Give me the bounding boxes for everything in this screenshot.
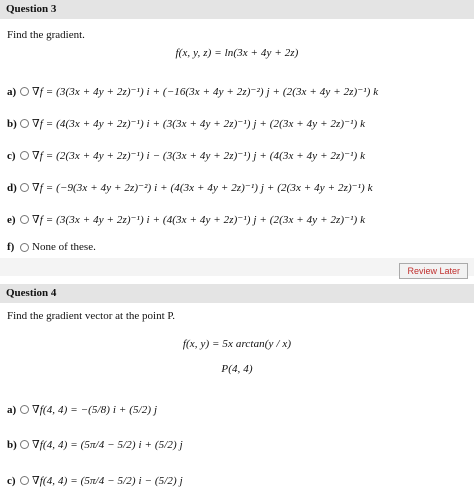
radio-button[interactable] [20,440,29,449]
option-label: c) [7,149,16,162]
option-text: ∇f(4, 4) = (5π/4 − 5/2) i − (5/2) j [32,475,183,487]
radio-button[interactable] [20,151,29,160]
question-3-title: Question 3 [6,3,57,15]
option-text: ∇f = (−9(3x + 4y + 2z)⁻²) i + (4(3x + 4y + 2z)⁻¹) j + (2(3x + 4y + 2z)⁻¹) k [32,182,373,194]
q3-option-d[interactable] [7,181,373,194]
radio-button[interactable] [20,87,29,96]
option-label: b) [7,117,17,130]
option-label: f) [7,241,15,253]
q4-option-a[interactable] [7,403,157,416]
option-label: c) [7,474,16,487]
option-label: e) [7,213,16,226]
q3-option-f[interactable] [7,241,96,253]
option-label: b) [7,438,17,451]
option-label: a) [7,85,17,98]
option-text: ∇f = (3(3x + 4y + 2z)⁻¹) i + (−16(3x + 4y + 2z)⁻²) j + (2(3x + 4y + 2z)⁻¹) k [32,86,379,98]
question-4-prompt: Find the gradient vector at the point P. [7,310,176,322]
question-4-function: f(x, y) = 5x arctan(y / x) [182,338,292,350]
q4-option-c[interactable] [7,474,183,487]
q3-option-a[interactable] [7,85,378,98]
option-label: d) [7,181,17,194]
q4-option-b[interactable] [7,438,183,451]
option-text: ∇f(4, 4) = −(5/8) i + (5/2) j [32,404,158,416]
option-label: a) [7,403,17,416]
q3-option-e[interactable] [7,213,365,226]
option-text: ∇f = (3(3x + 4y + 2z)⁻¹) i + (4(3x + 4y + 2z)⁻¹) j + (2(3x + 4y + 2z)⁻¹) k [32,214,366,226]
review-later-button[interactable]: Review Later [399,263,468,279]
option-text: ∇f = (2(3x + 4y + 2z)⁻¹) i − (3(3x + 4y + 2z)⁻¹) j + (4(3x + 4y + 2z)⁻¹) k [32,150,366,162]
question-4-point: P(4, 4) [221,363,253,375]
option-text: None of these. [32,241,96,253]
option-text: ∇f = (4(3x + 4y + 2z)⁻¹) i + (3(3x + 4y + 2z)⁻¹) j + (2(3x + 4y + 2z)⁻¹) k [32,118,366,130]
question-3-prompt: Find the gradient. [7,29,85,41]
radio-button[interactable] [20,119,29,128]
radio-button[interactable] [20,405,29,414]
radio-button[interactable] [20,476,29,485]
question-4-title: Question 4 [6,287,57,299]
radio-button[interactable] [20,183,29,192]
option-text: ∇f(4, 4) = (5π/4 − 5/2) i + (5/2) j [32,439,183,451]
radio-button[interactable] [20,243,29,252]
question-4-header [0,284,474,303]
q3-option-b[interactable] [7,117,365,130]
radio-button[interactable] [20,215,29,224]
question-3-function: f(x, y, z) = ln(3x + 4y + 2z) [175,47,299,59]
q3-option-c[interactable] [7,149,365,162]
question-3-header [0,0,474,19]
